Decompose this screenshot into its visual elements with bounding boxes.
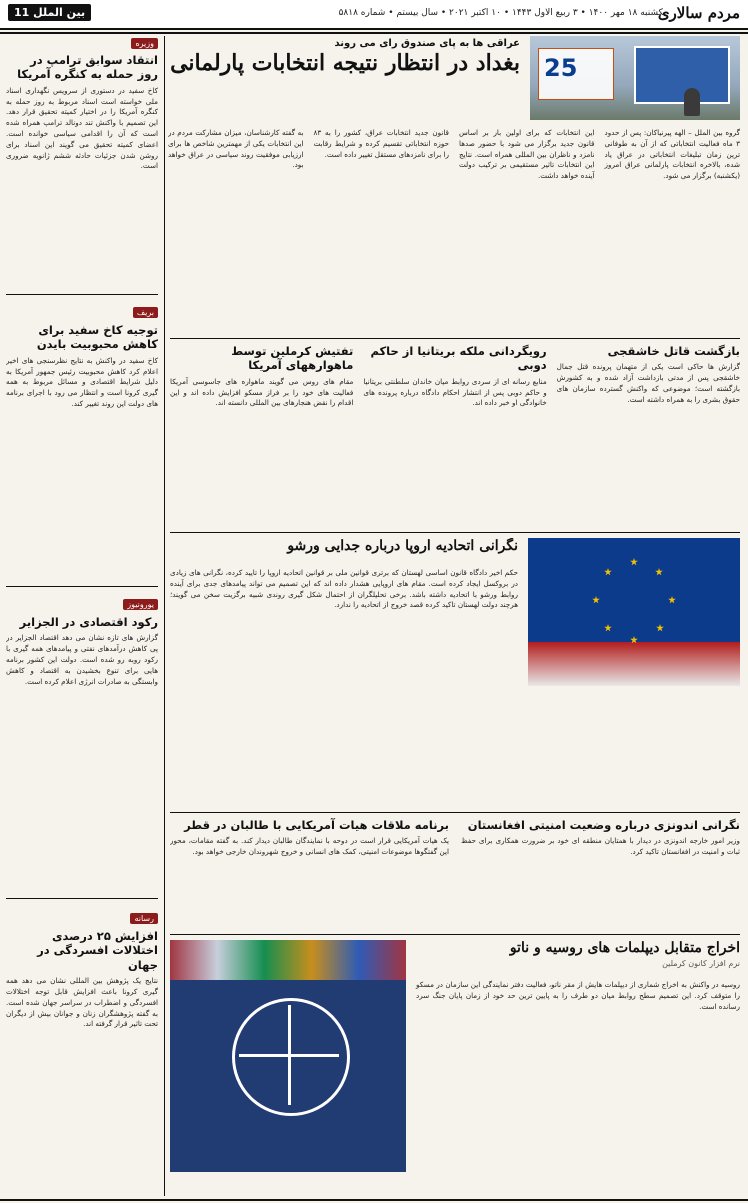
side-tag: رسانه <box>130 913 158 924</box>
mid-title: رویگردانی ملکه بریتانیا از حاکم دوبی <box>370 344 547 373</box>
side-story <box>6 38 158 288</box>
nato-story <box>170 940 740 1196</box>
nato-body <box>416 980 740 1190</box>
eu-flag-photo <box>528 538 740 686</box>
mid-stories <box>170 344 740 528</box>
divider <box>170 532 740 533</box>
mid-text: گزارش ها حاکی است یکی از متهمان پرونده قتل جمال خاشقجی پس از مدتی بازداشت آزاد شده و به کشورش بازگشته است؛ موضوعی که واکنش گسترده سازمان های حقوق بشری را به همراه داشته است. <box>556 362 740 404</box>
lower-title: نگرانی اندونزی درباره وضعیت امنیتی افغانستان <box>467 818 740 832</box>
side-text: نتایج یک پژوهش بین المللی نشان می دهد همه گیری کرونا باعث افزایش قابل توجه اختلالات افسردگی و اضطراب در سراسر جهان شده است. به گفته پژوهشگران زنان و جوانان بیش از دیگران تحت تاثیر قرار گرفته اند. <box>6 976 158 1029</box>
lead-paragraph: به گفته کارشناسان، میزان مشارکت مردم در این انتخابات یکی از مهمترین شاخص ها برای ارزیابی موفقیت روند سیاسی در عراق خواهد بود. <box>168 128 304 170</box>
nato-text: روسیه در واکنش به اخراج شماری از دیپلمات هایش از مقر ناتو، فعالیت دفتر نمایندگی این سازمان در مسکو را متوقف کرد. این تصمیم سطح روابط میان دو طرف را به پایین ترین حد خود از زمان پایان جنگ سرد رسانده است. <box>416 980 740 1011</box>
side-title: افزایش ۲۵ درصدی اختلالات افسردگی در جهان <box>37 929 158 972</box>
section-label: بین الملل <box>33 6 86 19</box>
lower-story <box>170 818 449 928</box>
divider <box>170 934 740 935</box>
lower-stories <box>170 818 740 928</box>
eu-title: نگرانی اتحادیه اروپا درباره جدایی ورشو <box>287 538 518 554</box>
side-text: گزارش های تازه نشان می دهد اقتصاد الجزایر در پی کاهش درآمدهای نفتی و پیامدهای همه گیری با رکود روبه رو شده است. دولت این کشور برنامه هایی برای تنوع بخشیدن به اقتصاد و کاهش وابستگی به صادرات انرژی اعلام کرده است. <box>6 633 158 686</box>
lower-text: یک هیات آمریکایی قرار است در دوحه با نمایندگان طالبان دیدار کند. به گفته مقامات، محور این گفتگوها موضوعات امنیتی، کمک های انسانی و خروج شهروندان خارجی خواهد بود. <box>170 836 449 857</box>
side-text: کاخ سفید در واکنش به نتایج نظرسنجی های اخیر اعلام کرد کاهش محبوبیت رئیس جمهور آمریکا به دلیل شرایط اقتصادی و مسائل مربوط به همه گیری کرونا است و انتظار می رود با اجرای برنامه های دولت این روند تغییر کند. <box>6 355 158 408</box>
masthead: مردم سالاری <box>657 4 740 22</box>
dateline: یکشنبه ۱۸ مهر ۱۴۰۰ • ۳ ربیع الاول ۱۴۴۳ • ۱۰ اکتبر ۲۰۲۱ • سال بیستم • شماره ۵۸۱۸ <box>338 8 666 18</box>
flags-strip <box>170 940 406 980</box>
lead-paragraph: این انتخابات که برای اولین بار بر اساس قانون جدید برگزار می شود با حضور صدها نامزد و ناظران بین المللی همراه است. نتایج این انتخابات تاثیر مستقیمی بر ترکیب دولت آینده خواهد داشت. <box>459 128 595 181</box>
mid-story <box>557 344 740 528</box>
side-story <box>6 906 158 1186</box>
side-title: توجیه کاخ سفید برای کاهش محبوبیت بایدن <box>36 323 158 352</box>
side-story <box>6 300 158 580</box>
flag-stripe <box>528 642 740 686</box>
eu-text: حکم اخیر دادگاه قانون اساسی لهستان که برتری قوانین ملی بر قوانین اتحادیه اروپا را تایید کرده، نگرانی های زیادی در بروکسل ایجاد کرده است. مقام های اروپایی هشدار داده اند که این تصمیم می تواند پیامدهای جدی برای آینده روابط ورشو با اتحادیه داشته باشد. برخی تحلیلگران از احتمال شکل گیری روندی شبیه برگزیت سخن می گویند؛ هرچند دولت لهستان تاکید کرده قصد خروج از اتحادیه را ندارد. <box>170 568 518 610</box>
left-sidebar <box>6 38 158 1196</box>
divider <box>170 338 740 339</box>
billboard <box>634 46 730 104</box>
eu-story <box>170 538 740 806</box>
side-text: کاخ سفید در دستوری از سرویس نگهداری اسناد ملی خواسته است اسناد مربوط به روز حمله به کنگره آمریکا را در اختیار کمیته تحقیق قرار دهد. این تصمیم با واکنش تند دونالد ترامپ همراه شده است که آن را اقدامی سیاسی خوانده است. اعضای کمیته تحقیق می گویند این اسناد برای روشن شدن جزئیات حادثه ششم ژانویه ضروری است. <box>6 85 158 171</box>
eu-headline-block <box>170 538 518 555</box>
mid-title: تفتیش کرملین توسط ماهوارههای آمریکا <box>231 344 354 373</box>
nato-title: اخراج متقابل دیپلمات های روسیه و ناتو <box>509 940 740 956</box>
divider <box>6 294 158 295</box>
lead-body <box>168 128 740 248</box>
side-title: رکود اقتصادی در الجزایر <box>19 615 158 629</box>
lead-kicker: عراقی ها به پای صندوق رای می روند <box>334 38 520 49</box>
nato-emblem-icon <box>232 998 350 1116</box>
side-tag: وزیره <box>131 38 158 49</box>
lead-story <box>168 36 740 248</box>
lower-story <box>461 818 740 928</box>
mid-title: بازگشت قاتل خاشقجی <box>607 344 740 358</box>
divider <box>0 32 748 34</box>
divider <box>6 898 158 899</box>
nato-photo <box>170 940 406 1172</box>
divider <box>170 812 740 813</box>
side-story <box>6 592 158 892</box>
lead-paragraph: گروه بین الملل – الهه پیرنیاکان: پس از حدود ۳ ماه فعالیت انتخاباتی که از آن به طوفانی ترین زمان تبلیغات انتخاباتی در عراق یاد شده، بالاخره انتخابات پارلمانی عراق امروز (یکشنبه) برگزار می شود. <box>604 128 740 181</box>
lower-title: برنامه ملاقات هیات آمریکایی با طالبان در قطر <box>184 818 449 832</box>
mid-story <box>363 344 546 528</box>
side-tag: یورونیوز <box>123 599 158 610</box>
nato-byline: نرم افزار کانون کرملین <box>662 958 740 968</box>
election-photo <box>530 36 740 120</box>
divider <box>0 1199 748 1201</box>
column-rule <box>164 36 165 1196</box>
page-header <box>0 0 748 30</box>
eu-body <box>170 568 518 798</box>
poster-number: 25 <box>544 54 578 82</box>
mid-story <box>170 344 353 528</box>
page-number: 11 <box>14 6 30 19</box>
nato-headline-block <box>416 940 740 968</box>
lead-headline-block <box>168 38 520 76</box>
divider <box>6 586 158 587</box>
lead-title: بغداد در انتظار نتیجه انتخابات پارلمانی <box>170 50 520 76</box>
lead-paragraph: قانون جدید انتخابات عراق، کشور را به ۸۳ حوزه انتخاباتی تقسیم کرده و شرایط رقابت را برای نامزدهای مستقل تغییر داده است. <box>313 128 449 159</box>
mid-text: منابع رسانه ای از سردی روابط میان خاندان سلطنتی بریتانیا و حاکم دوبی پس از انتشار احکام دادگاه درباره پرونده های خانوادگی او خبر داده اند. <box>363 376 547 408</box>
section-badge <box>8 4 91 21</box>
eu-stars-icon <box>590 558 680 648</box>
pedestrian <box>684 88 700 116</box>
lower-text: وزیر امور خارجه اندونزی در دیدار با همتایان منطقه ای خود بر ضرورت همکاری برای حفظ ثبات و امنیت در افغانستان تاکید کرد. <box>461 836 740 857</box>
mid-text: مقام های روس می گویند ماهواره های جاسوسی آمریکا فعالیت های خود را بر فراز مسکو افزایش داده اند و این اقدام را نقض هنجارهای بین المللی دانسته اند. <box>170 376 354 408</box>
side-tag: بریف <box>133 307 158 318</box>
side-title: انتقاد سوابق ترامپ در روز حمله به کنگره آمریکا <box>17 53 158 82</box>
